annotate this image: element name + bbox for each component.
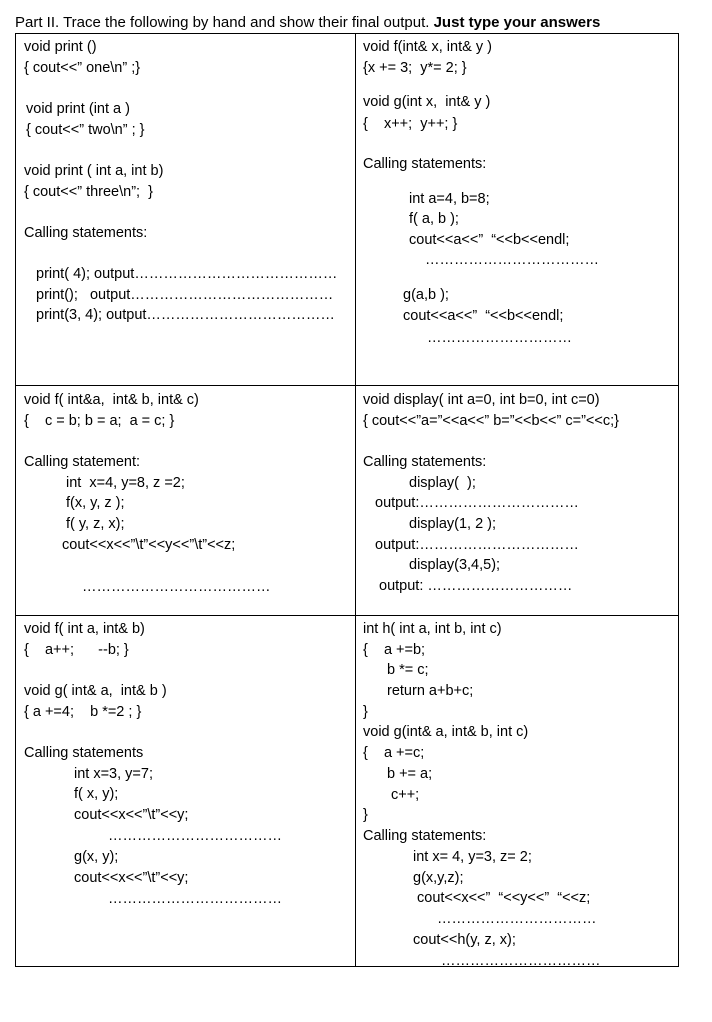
- code-line: Calling statement:: [24, 454, 141, 470]
- code-line: }: [363, 704, 368, 720]
- answer-line: output:……………………………: [375, 537, 579, 553]
- code-line: display( );: [409, 475, 476, 491]
- code-line: void g(int x, int& y ): [363, 94, 491, 110]
- answer-line: ……………………………: [437, 911, 597, 927]
- column-divider: [355, 34, 356, 966]
- code-line: void g(int& a, int& b, int c): [363, 724, 529, 740]
- code-line: void print ( int a, int b): [24, 163, 164, 179]
- code-line: cout<<a<<” “<<b<<endl;: [403, 308, 564, 324]
- answer-line: output:……………………………: [375, 495, 579, 511]
- code-line: display(3,4,5);: [409, 557, 501, 573]
- code-line: int x=3, y=7;: [74, 766, 153, 782]
- code-line: f( y, z, x);: [66, 516, 125, 532]
- code-line: f( a, b );: [409, 211, 459, 227]
- code-line: cout<<x<<”\t”<<y;: [74, 870, 189, 886]
- answer-line: print(3, 4); output…………………………………: [36, 307, 335, 323]
- answer-line: print(); output……………………………………: [36, 287, 334, 303]
- code-line: c++;: [391, 787, 420, 803]
- code-line: cout<<h(y, z, x);: [413, 932, 516, 948]
- code-line: { c = b; b = a; a = c; }: [24, 413, 175, 429]
- code-line: void f( int&a, int& b, int& c): [24, 392, 199, 408]
- answer-line: ………………………………: [108, 891, 282, 907]
- row-divider-2: [16, 615, 678, 616]
- code-line: { cout<<” three\n”; }: [24, 184, 153, 200]
- code-line: void f( int a, int& b): [24, 621, 145, 637]
- code-line: cout<<x<<”\t”<<y<<”\t”<<z;: [62, 537, 236, 553]
- code-line: b *= c;: [387, 662, 429, 678]
- code-line: Calling statements:: [363, 454, 487, 470]
- answer-line: …………………………………: [82, 579, 271, 595]
- code-line: { x++; y++; }: [363, 116, 458, 132]
- code-line: { cout<<” two\n” ; }: [26, 122, 145, 138]
- code-line: display(1, 2 );: [409, 516, 497, 532]
- page-heading: [15, 14, 600, 31]
- code-line: cout<<x<<”\t”<<y;: [74, 807, 189, 823]
- code-line: cout<<a<<” “<<b<<endl;: [409, 232, 570, 248]
- code-line: cout<<x<<” “<<y<<” “<<z;: [417, 890, 591, 906]
- row-divider-1: [16, 385, 678, 386]
- code-line: void print (): [24, 39, 97, 55]
- code-line: int x=4, y=8, z =2;: [66, 475, 185, 491]
- code-line: b += a;: [387, 766, 433, 782]
- answer-line: ………………………………: [425, 252, 599, 268]
- code-line: { cout<<”a=”<<a<<” b=”<<b<<” c=”<<c;}: [363, 413, 619, 429]
- code-line: }: [363, 807, 368, 823]
- code-line: int a=4, b=8;: [409, 191, 490, 207]
- answer-line: output: …………………………: [379, 578, 573, 594]
- answer-line: ……………………………: [441, 953, 601, 969]
- code-line: Calling statements:: [363, 156, 487, 172]
- code-line: g(x,y,z);: [413, 870, 464, 886]
- answer-line: …………………………: [427, 330, 572, 346]
- code-line: void print (int a ): [26, 101, 130, 117]
- answer-line: ………………………………: [108, 828, 282, 844]
- code-line: Calling statements:: [24, 225, 148, 241]
- code-line: void display( int a=0, int b=0, int c=0): [363, 392, 600, 408]
- code-line: int x= 4, y=3, z= 2;: [413, 849, 532, 865]
- code-line: f(x, y, z );: [66, 495, 125, 511]
- code-line: { a++; --b; }: [24, 642, 129, 658]
- code-line: void g( int& a, int& b ): [24, 683, 167, 699]
- code-line: { a +=b;: [363, 642, 426, 658]
- code-line: f( x, y);: [74, 786, 119, 802]
- code-line: Calling statements:: [363, 828, 487, 844]
- exercise-grid: [15, 33, 679, 967]
- answer-line: print( 4); output……………………………………: [36, 266, 338, 282]
- code-line: g(x, y);: [74, 849, 119, 865]
- code-line: g(a,b );: [403, 287, 449, 303]
- code-line: Calling statements: [24, 745, 144, 761]
- heading-bold-text: Just type your answers: [433, 14, 601, 31]
- code-line: { cout<<” one\n” ;}: [24, 60, 141, 76]
- heading-text: Part II. Trace the following by hand and show their final output.: [15, 14, 430, 31]
- code-line: return a+b+c;: [387, 683, 474, 699]
- code-line: void f(int& x, int& y ): [363, 39, 492, 55]
- code-line: int h( int a, int b, int c): [363, 621, 502, 637]
- code-line: {x += 3; y*= 2; }: [363, 60, 467, 76]
- code-line: { a +=c;: [363, 745, 425, 761]
- code-line: { a +=4; b *=2 ; }: [24, 704, 142, 720]
